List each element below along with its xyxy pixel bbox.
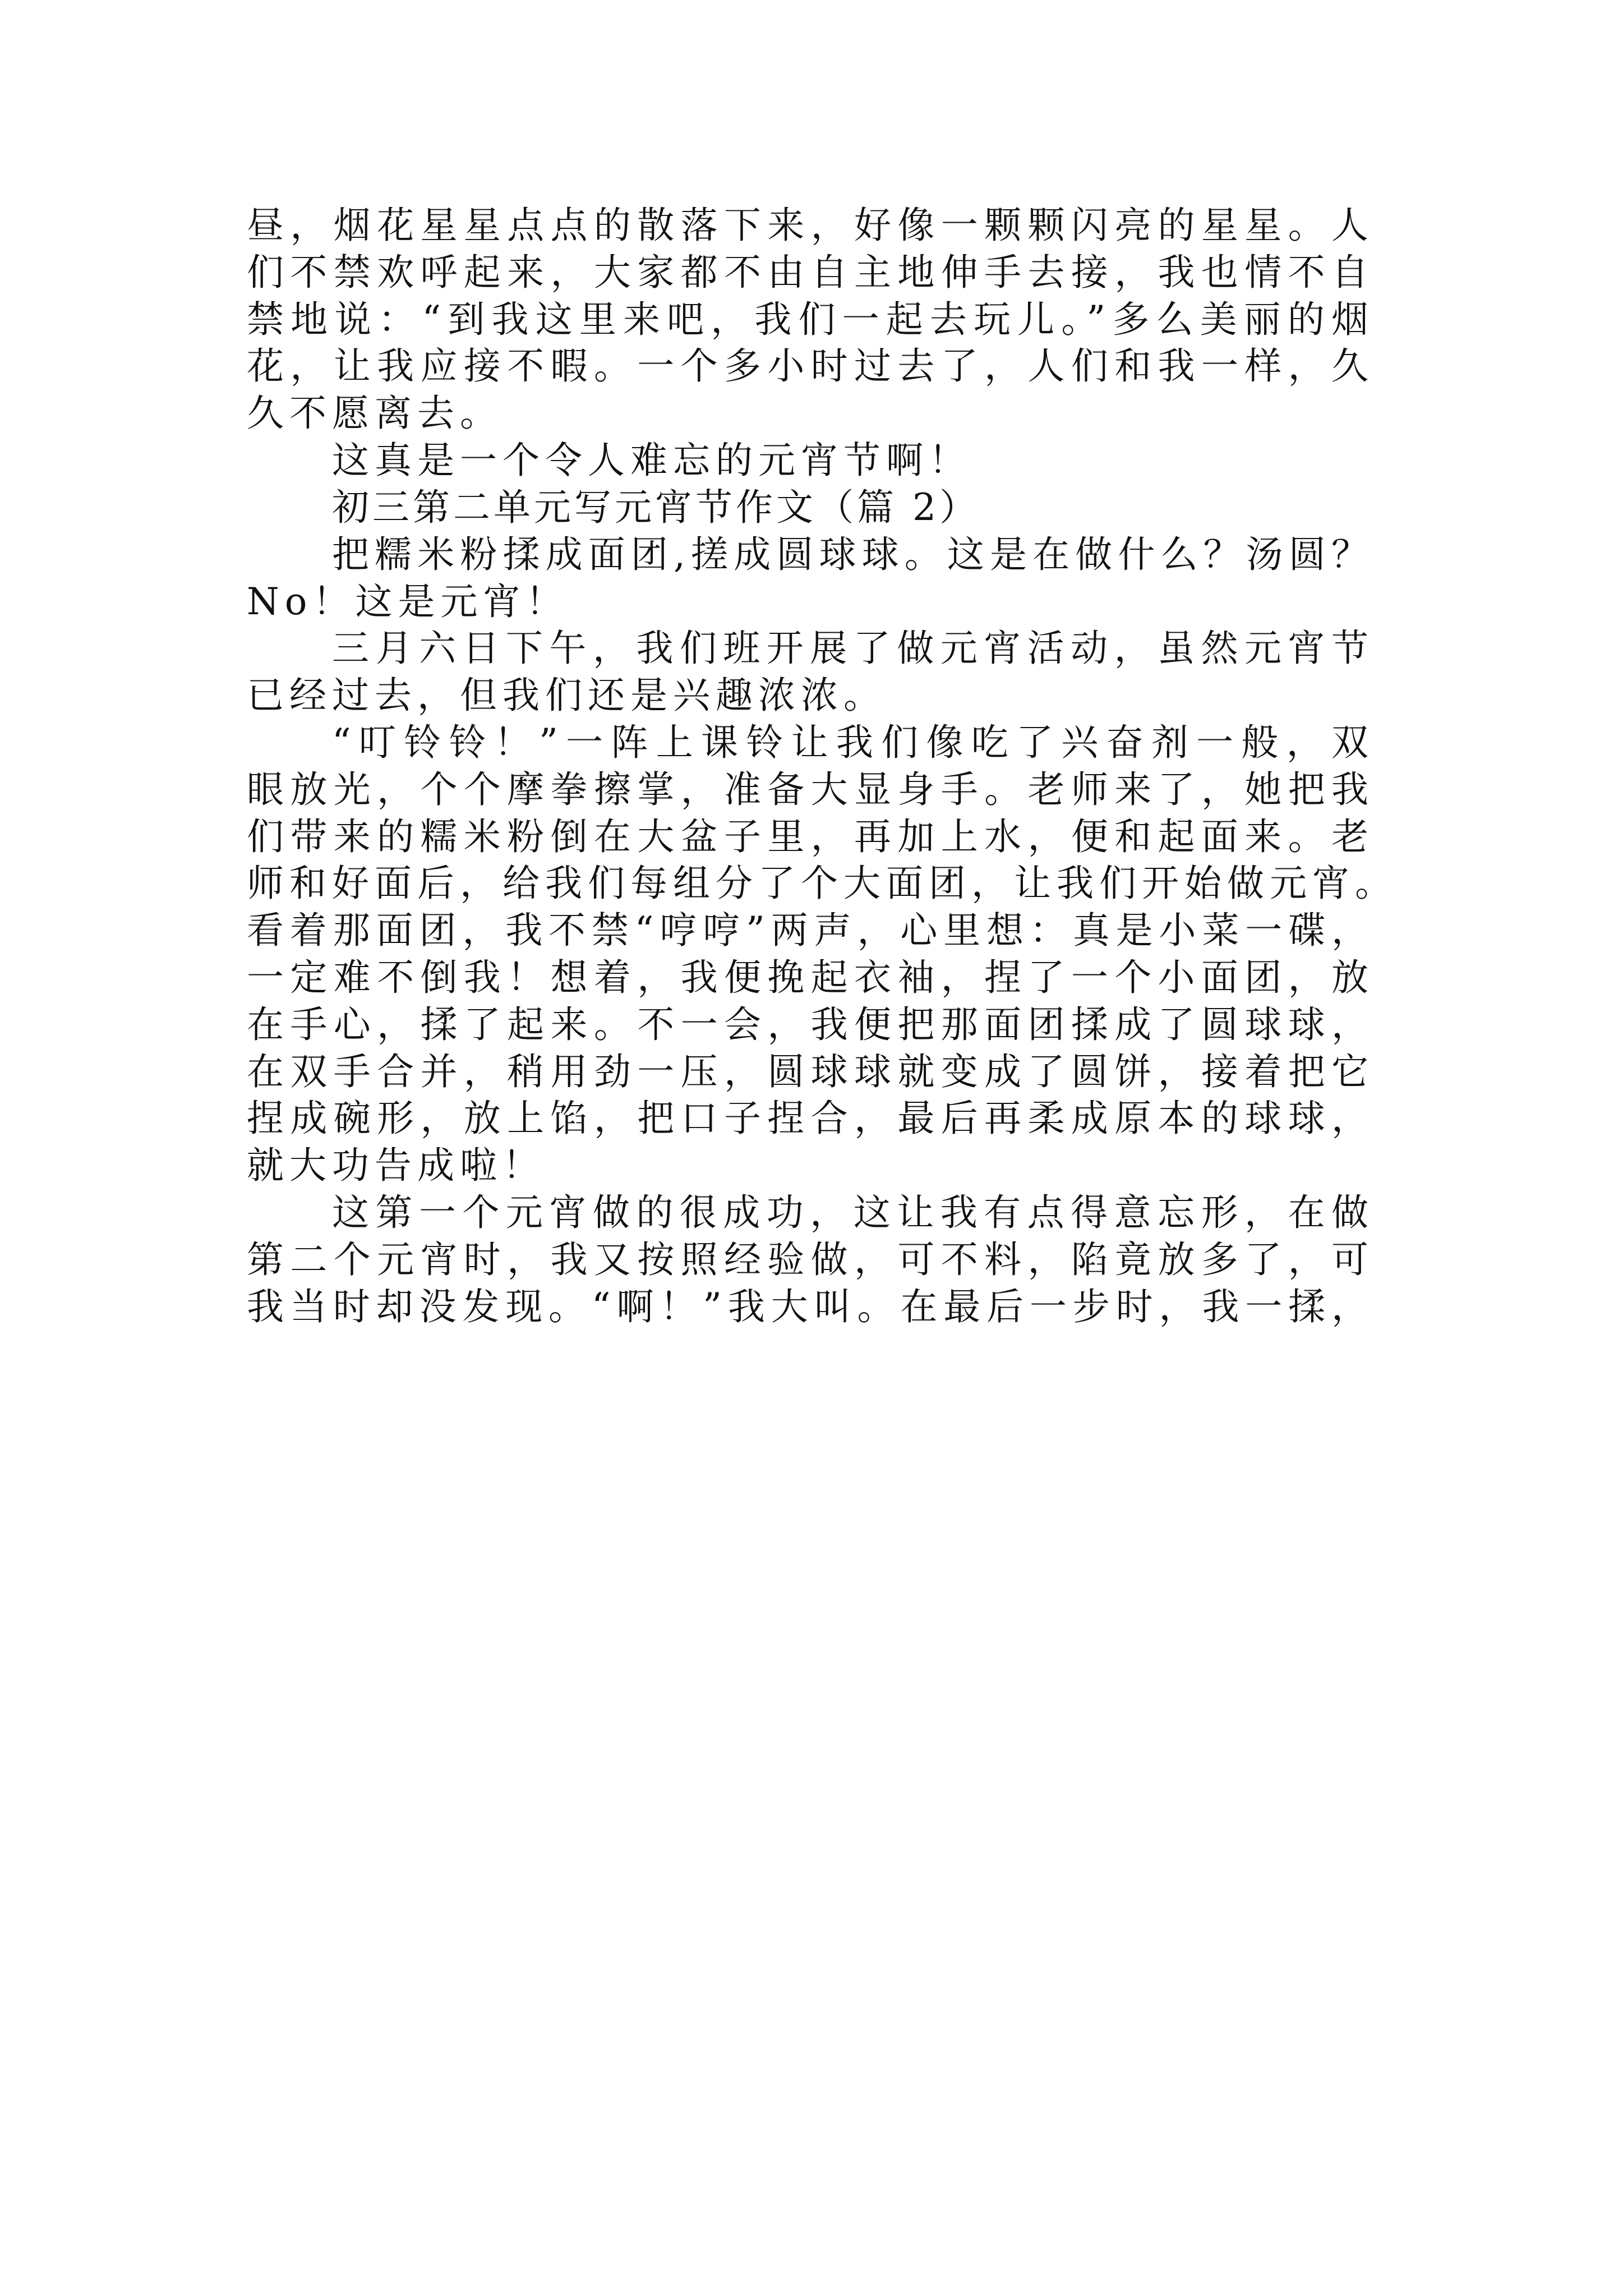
text-line: 在双手合并，稍用劲一压，圆球球就变成了圆饼，接着把它: [247, 1050, 1374, 1093]
text-line: 久不愿离去。: [247, 392, 502, 435]
text-line: 禁地说：“到我这里来吧，我们一起去玩儿。”多么美丽的烟: [247, 297, 1374, 341]
section-title: 初三第二单元写元宵节作文（篇 2）: [332, 485, 980, 529]
text-line: 花，让我应接不暇。一个多小时过去了，人们和我一样，久: [247, 344, 1374, 388]
text-line: 看着那面团，我不禁“哼哼”两声，心里想：真是小菜一碟，: [247, 909, 1374, 953]
text-line: 们不禁欢呼起来，大家都不由自主地伸手去接，我也情不自: [247, 250, 1374, 294]
paragraph-3: [247, 531, 1374, 625]
text-line: 把糯米粉揉成面团,搓成圆球球。这是在做什么？汤圆？: [332, 532, 1374, 576]
paragraph-4: [247, 625, 1374, 719]
text-line: 这第一个元宵做的很成功，这让我有点得意忘形，在做: [332, 1191, 1374, 1235]
paragraph-5: [247, 719, 1398, 1189]
paragraph-2: 这真是一个令人难忘的元宵节啊！: [332, 439, 971, 482]
text-line: 师和好面后，给我们每组分了个大面团，让我们开始做元宵。: [247, 862, 1398, 905]
text-line: 们带来的糯米粉倒在大盆子里，再加上水，便和起面来。老: [247, 815, 1374, 858]
text-line: 已经过去，但我们还是兴趣浓浓。: [247, 674, 886, 717]
paragraph-1: [247, 202, 1374, 437]
text-line: 一定难不倒我！想着，我便挽起衣袖，捏了一个小面团，放: [247, 956, 1374, 999]
text-line: 眼放光，个个摩拳擦掌，准备大显身手。老师来了，她把我: [247, 767, 1374, 811]
text-line: 就大功告成啦！: [247, 1144, 545, 1188]
paragraph-6: [247, 1189, 1374, 1330]
document-body: [247, 202, 1398, 1331]
text-line: “叮铃铃！”一阵上课铃让我们像吃了兴奋剂一般，双: [332, 720, 1374, 764]
text-line: 捏成碗形，放上馅，把口子捏合，最后再柔成原本的球球，: [247, 1097, 1374, 1140]
text-line: 我当时却没发现。“啊！”我大叫。在最后一步时，我一揉，: [247, 1285, 1374, 1328]
text-line: 在手心，揉了起来。不一会，我便把那面团揉成了圆球球，: [247, 1002, 1374, 1046]
text-line: 第二个元宵时，我又按照经验做，可不料，陷竟放多了，可: [247, 1237, 1374, 1281]
text-line: 三月六日下午，我们班开展了做元宵活动，虽然元宵节: [332, 627, 1374, 670]
text-line: No！这是元宵！: [247, 579, 569, 623]
text-line: 昼，烟花星星点点的散落下来，好像一颗颗闪亮的星星。人: [247, 204, 1374, 247]
